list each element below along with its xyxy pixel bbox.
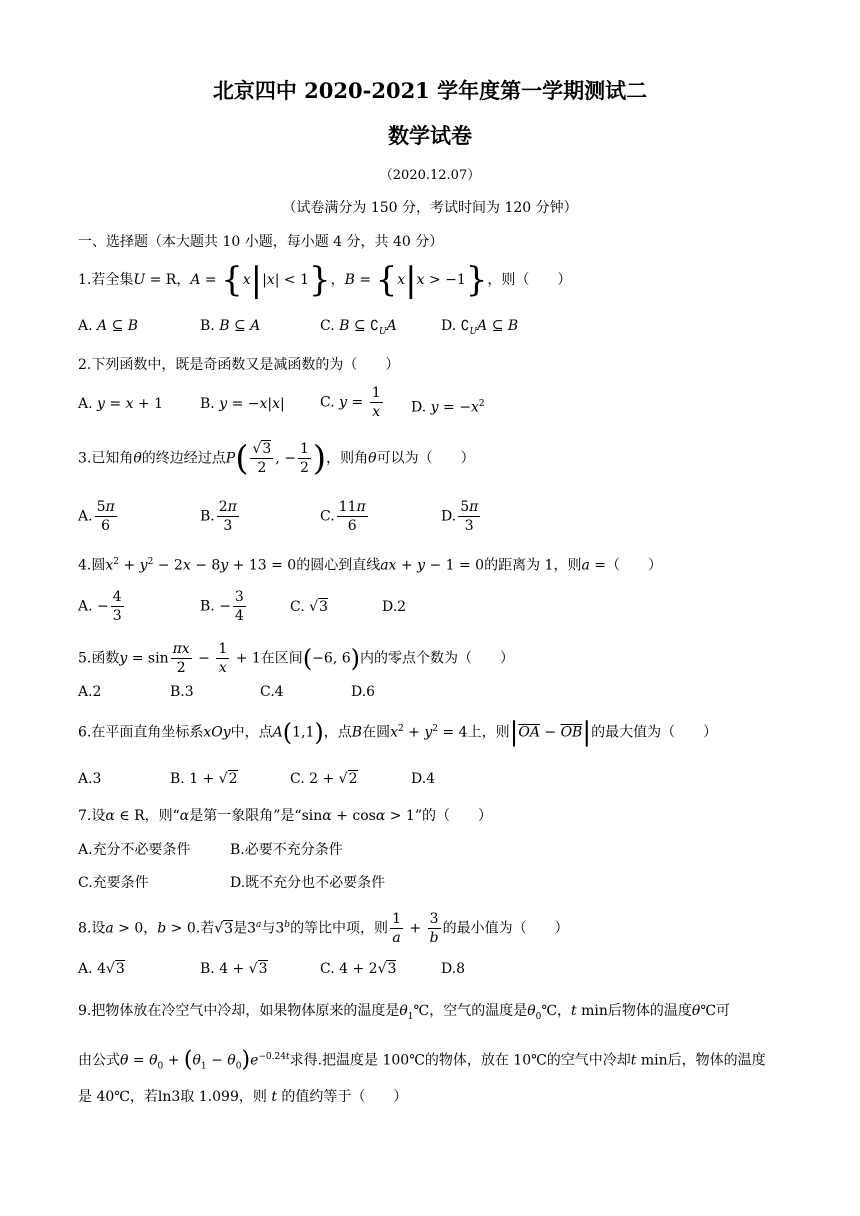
question-1-option-c: C. B ⊆ $∁_UA$ (320, 318, 397, 337)
question-4-stem: 4.圆$x^2 + y^2 - 2x - 8y + 13 = 0$的圆心到直线ax + y − 1 = 0的距离为 1，则a =（ ） (78, 557, 662, 574)
question-6-option-b: B. 1 + √2 (170, 771, 238, 787)
question-2-option-c: C. y = $\frac{1}{x}$ (320, 385, 381, 420)
question-1-option-b: B. B ⊆ A (200, 318, 261, 334)
exam-note: （试卷满分为 150 分，考试时间为 120 分钟） (282, 200, 578, 216)
question-8-option-a: A. 4√3 (78, 961, 125, 977)
question-3-option-b: B. $\frac{2\pi}{3}$ (200, 499, 237, 534)
question-4-option-a: A. − $\frac{4}{3}$ (78, 589, 122, 624)
page-title: 北京四中 2020-2021 学年度第一学期测试二 (212, 78, 648, 103)
question-1-stem: 1.若全集U = R，A = {x||x| < 1}，B = {x|x > −1}，则（ ） (78, 260, 572, 300)
question-4-option-d: D.2 (382, 599, 407, 615)
question-1-option-d: D. $∁_UA$ ⊆ B (441, 318, 519, 337)
question-8-option-c: C. 4 + 2√3 (320, 961, 397, 977)
question-9-line-2: 由公式$\theta = \theta_0 + (\theta_1 - \theta_0)e^{-0.24t}$求得.把温度是 100℃的物体，放在 10℃的空气中冷却t min后，物体的温度 (78, 1047, 766, 1073)
question-6-stem: 6.在平面直角坐标系xOy中，点A(1,1)，点B在圆$x^2 + y^2 = 4$上，则$|\overline{OA} - \overline{OB}|$的最大值为（ ） (78, 717, 718, 748)
question-6-option-d: D.4 (411, 771, 436, 787)
page-subtitle: 数学试卷 (388, 123, 472, 148)
question-2-stem: 2.下列函数中，既是奇函数又是减函数的为（ ） (78, 357, 400, 373)
question-7-option-a: A.充分不必要条件 (78, 842, 191, 858)
question-2-option-a: A. y = x + 1 (78, 396, 164, 412)
question-7-option-c: C.充要条件 (78, 875, 149, 891)
question-3-option-c: C. $\frac{11\pi}{6}$ (320, 499, 366, 534)
question-6-option-c: C. 2 + √2 (290, 771, 358, 787)
question-9-line-1: 9.把物体放在冷空气中冷却，如果物体原来的温度是$\theta_1℃$，空气的温度是$\theta_0℃$，t min后物体的温度θ℃可 (78, 1003, 731, 1022)
question-5-option-d: D.6 (351, 684, 376, 700)
question-3-option-a: A. $\frac{5\pi}{6}$ (78, 499, 115, 534)
question-5-option-c: C.4 (260, 684, 284, 700)
section-heading: 一、选择题（本大题共 10 小题，每小题 4 分，共 40 分） (78, 234, 444, 250)
question-5-stem: 5.函数y = sin $\frac{\pi x}{2}$ − $\frac{1}{x}$ + 1在区间(−6, 6)内的零点个数为（ ） (78, 641, 515, 676)
question-3-option-d: D. $\frac{5\pi}{3}$ (441, 499, 479, 534)
question-3-stem: 3.已知角θ的终边经过点P( $\frac{√3}{2}$ , − $\frac{1}{2}$ )，则角θ可以为（ ） (78, 438, 475, 479)
question-8-stem: 8.设a > 0，b > 0.若√3是3$^a$与3$^b$的等比中项，则 $\frac{1}{a}$ + $\frac{3}{b}$ 的最小值为（ ） (78, 911, 569, 946)
question-4-option-c: C. √3 (290, 599, 328, 615)
question-2-option-b: B. y = −x|x| (200, 396, 285, 412)
question-7-option-d: D.既不充分也不必要条件 (230, 875, 386, 891)
question-1-option-a: A. A ⊆ B (78, 318, 139, 334)
question-8-option-b: B. 4 + √3 (200, 961, 268, 977)
question-2-option-d: D. $y = -x^2$ (411, 399, 485, 416)
question-8-option-d: D.8 (441, 961, 466, 977)
question-4-option-b: B. − $\frac{3}{4}$ (200, 589, 244, 624)
exam-date: （2020.12.07） (379, 168, 481, 183)
question-7-stem: 7.设α ∈ R，则“α是第一象限角”是“sinα + cosα > 1”的（ ） (78, 808, 492, 824)
question-9-line-3: 是 40℃，若ln3取 1.099，则 t 的值约等于（ ） (78, 1089, 408, 1105)
question-7-option-b: B.必要不充分条件 (230, 842, 343, 858)
question-5-option-b: B.3 (170, 684, 194, 700)
question-6-option-a: A.3 (78, 771, 102, 787)
question-5-option-a: A.2 (78, 684, 102, 700)
